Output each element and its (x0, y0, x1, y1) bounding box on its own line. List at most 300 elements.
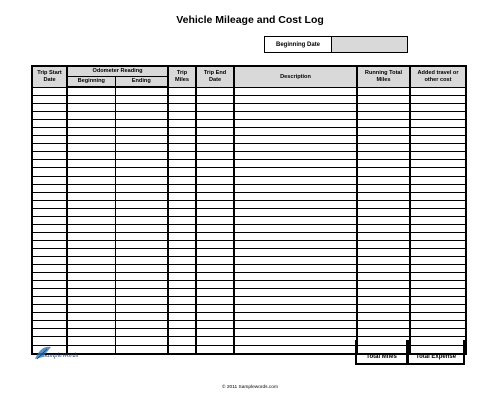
log-cell[interactable] (32, 200, 67, 208)
log-cell[interactable] (115, 297, 168, 305)
log-rows (32, 87, 466, 354)
log-cell[interactable] (32, 321, 67, 329)
log-cell[interactable] (115, 216, 168, 224)
header-odometer-beginning: Beginning (67, 77, 115, 88)
log-cell[interactable] (410, 144, 466, 152)
log-cell[interactable] (234, 240, 357, 248)
log-cell[interactable] (410, 232, 466, 240)
log-cell[interactable] (196, 329, 234, 337)
header-odometer-reading: Odometer Reading (67, 66, 168, 77)
log-cell[interactable] (168, 128, 196, 136)
log-row (32, 96, 466, 104)
log-row (32, 160, 466, 168)
log-cell[interactable] (168, 192, 196, 200)
log-cell[interactable] (168, 321, 196, 329)
log-cell[interactable] (357, 96, 410, 104)
log-row (32, 329, 466, 337)
log-cell[interactable] (196, 256, 234, 264)
log-cell[interactable] (67, 232, 115, 240)
log-cell[interactable] (32, 297, 67, 305)
log-cell[interactable] (67, 313, 115, 321)
page-title: Vehicle Mileage and Cost Log (176, 14, 324, 26)
log-cell[interactable] (168, 345, 196, 354)
log-cell[interactable] (410, 184, 466, 192)
log-cell[interactable] (67, 273, 115, 281)
log-cell[interactable] (234, 345, 357, 354)
log-cell[interactable] (67, 289, 115, 297)
log-cell[interactable] (410, 152, 466, 160)
log-cell[interactable] (168, 313, 196, 321)
log-cell[interactable] (234, 289, 357, 297)
log-cell[interactable] (115, 144, 168, 152)
log-cell[interactable] (410, 104, 466, 112)
beginning-date-label: Beginning Date (265, 37, 332, 52)
log-cell[interactable] (357, 192, 410, 200)
log-cell[interactable] (32, 256, 67, 264)
log-row (32, 281, 466, 289)
log-row (32, 305, 466, 313)
log-row (32, 176, 466, 184)
log-cell[interactable] (196, 160, 234, 168)
mileage-log-table (31, 65, 467, 355)
log-cell[interactable] (67, 240, 115, 248)
log-cell[interactable] (357, 305, 410, 313)
log-cell[interactable] (32, 273, 67, 281)
log-cell[interactable] (357, 200, 410, 208)
log-cell[interactable] (196, 321, 234, 329)
log-cell[interactable] (196, 136, 234, 144)
log-cell[interactable] (32, 176, 67, 184)
log-cell[interactable] (410, 192, 466, 200)
log-cell[interactable] (32, 128, 67, 136)
log-cell[interactable] (196, 200, 234, 208)
log-cell[interactable] (67, 168, 115, 176)
log-cell[interactable] (67, 96, 115, 104)
log-row (32, 224, 466, 232)
log-cell[interactable] (168, 273, 196, 281)
log-cell[interactable] (234, 184, 357, 192)
log-cell[interactable] (234, 313, 357, 321)
copyright-footer: © 2011 Samplewords.com (222, 385, 278, 390)
log-cell[interactable] (196, 289, 234, 297)
log-cell[interactable] (196, 240, 234, 248)
log-cell[interactable] (410, 329, 466, 337)
log-cell[interactable] (168, 104, 196, 112)
log-cell[interactable] (234, 192, 357, 200)
log-cell[interactable] (357, 120, 410, 128)
log-cell[interactable] (410, 313, 466, 321)
log-cell[interactable] (357, 281, 410, 289)
log-cell[interactable] (357, 321, 410, 329)
log-cell[interactable] (357, 176, 410, 184)
log-cell[interactable] (196, 144, 234, 152)
log-cell[interactable] (196, 265, 234, 273)
log-cell[interactable] (357, 144, 410, 152)
log-cell[interactable] (234, 329, 357, 337)
log-cell[interactable] (357, 184, 410, 192)
log-row (32, 240, 466, 248)
log-row (32, 168, 466, 176)
log-cell[interactable] (357, 289, 410, 297)
log-cell[interactable] (234, 305, 357, 313)
log-cell[interactable] (357, 104, 410, 112)
log-cell[interactable] (168, 200, 196, 208)
log-cell[interactable] (196, 313, 234, 321)
log-cell[interactable] (115, 112, 168, 120)
log-cell[interactable] (357, 240, 410, 248)
header-trip-start-date: Trip Start Date (32, 66, 67, 87)
log-cell[interactable] (196, 248, 234, 256)
log-cell[interactable] (196, 345, 234, 354)
log-cell[interactable] (410, 208, 466, 216)
log-cell[interactable] (234, 144, 357, 152)
header-odometer-ending: Ending (115, 77, 168, 88)
log-cell[interactable] (115, 160, 168, 168)
log-cell[interactable] (67, 144, 115, 152)
log-cell[interactable] (357, 329, 410, 337)
log-cell[interactable] (234, 104, 357, 112)
log-row (32, 120, 466, 128)
log-row (32, 104, 466, 112)
log-cell[interactable] (357, 313, 410, 321)
log-cell[interactable] (410, 136, 466, 144)
beginning-date-box (264, 36, 408, 53)
log-cell[interactable] (234, 297, 357, 305)
log-cell[interactable] (67, 152, 115, 160)
log-cell[interactable] (234, 112, 357, 120)
log-cell[interactable] (115, 224, 168, 232)
log-row (32, 248, 466, 256)
log-cell[interactable] (234, 248, 357, 256)
log-cell[interactable] (67, 128, 115, 136)
log-cell[interactable] (196, 87, 234, 96)
log-cell[interactable] (357, 168, 410, 176)
log-cell[interactable] (115, 120, 168, 128)
log-cell[interactable] (410, 216, 466, 224)
log-cell[interactable] (115, 289, 168, 297)
log-cell[interactable] (168, 176, 196, 184)
log-cell[interactable] (196, 184, 234, 192)
log-cell[interactable] (115, 265, 168, 273)
log-cell[interactable] (168, 152, 196, 160)
log-cell[interactable] (234, 337, 357, 345)
log-cell[interactable] (32, 232, 67, 240)
log-cell[interactable] (168, 160, 196, 168)
log-cell[interactable] (196, 305, 234, 313)
log-cell[interactable] (115, 329, 168, 337)
header-added-travel-cost: Added travel or other cost (410, 66, 466, 87)
log-cell[interactable] (168, 144, 196, 152)
log-cell[interactable] (357, 224, 410, 232)
log-cell[interactable] (32, 104, 67, 112)
log-cell[interactable] (67, 120, 115, 128)
log-cell[interactable] (32, 289, 67, 297)
log-cell[interactable] (168, 240, 196, 248)
log-cell[interactable] (168, 265, 196, 273)
log-cell[interactable] (168, 87, 196, 96)
log-cell[interactable] (115, 208, 168, 216)
log-cell[interactable] (32, 192, 67, 200)
log-cell[interactable] (168, 232, 196, 240)
log-cell[interactable] (196, 168, 234, 176)
log-cell[interactable] (168, 256, 196, 264)
log-cell[interactable] (196, 208, 234, 216)
log-cell[interactable] (168, 289, 196, 297)
log-cell[interactable] (410, 305, 466, 313)
header-description: Description (234, 66, 357, 87)
log-cell[interactable] (115, 200, 168, 208)
log-cell[interactable] (115, 273, 168, 281)
log-cell[interactable] (32, 160, 67, 168)
log-cell[interactable] (168, 216, 196, 224)
log-cell[interactable] (67, 208, 115, 216)
log-cell[interactable] (32, 265, 67, 273)
header-trip-miles: Trip Miles (168, 66, 196, 87)
log-cell[interactable] (67, 104, 115, 112)
log-cell[interactable] (115, 337, 168, 345)
total-miles-cell[interactable]: Total Miles (355, 340, 408, 365)
log-cell[interactable] (32, 87, 67, 96)
log-cell[interactable] (234, 152, 357, 160)
log-cell[interactable] (410, 248, 466, 256)
log-cell[interactable] (410, 240, 466, 248)
header-trip-end-date: Trip End Date (196, 66, 234, 87)
log-cell[interactable] (32, 329, 67, 337)
log-cell[interactable] (115, 248, 168, 256)
log-cell[interactable] (357, 160, 410, 168)
log-cell[interactable] (67, 192, 115, 200)
log-cell[interactable] (234, 321, 357, 329)
log-cell[interactable] (410, 168, 466, 176)
log-cell[interactable] (67, 160, 115, 168)
log-cell[interactable] (168, 297, 196, 305)
log-cell[interactable] (234, 232, 357, 240)
log-cell[interactable] (410, 273, 466, 281)
log-cell[interactable] (168, 184, 196, 192)
log-cell[interactable] (234, 256, 357, 264)
log-cell[interactable] (196, 273, 234, 281)
log-cell[interactable] (357, 256, 410, 264)
log-cell[interactable] (115, 128, 168, 136)
log-cell[interactable] (115, 313, 168, 321)
beginning-date-field[interactable] (332, 37, 407, 52)
log-cell[interactable] (32, 305, 67, 313)
log-cell[interactable] (357, 265, 410, 273)
header-running-total-miles: Running Total Miles (357, 66, 410, 87)
log-cell[interactable] (168, 281, 196, 289)
log-cell[interactable] (67, 184, 115, 192)
log-cell[interactable] (32, 120, 67, 128)
log-cell[interactable] (196, 232, 234, 240)
log-cell[interactable] (32, 281, 67, 289)
log-cell[interactable] (196, 120, 234, 128)
log-cell[interactable] (196, 96, 234, 104)
log-cell[interactable] (115, 136, 168, 144)
log-cell[interactable] (32, 152, 67, 160)
log-cell[interactable] (410, 265, 466, 273)
log-cell[interactable] (67, 281, 115, 289)
log-cell[interactable] (168, 136, 196, 144)
log-cell[interactable] (357, 87, 410, 96)
log-row (32, 256, 466, 264)
log-cell[interactable] (115, 192, 168, 200)
log-cell[interactable] (410, 87, 466, 96)
log-cell[interactable] (32, 168, 67, 176)
log-row (32, 144, 466, 152)
log-cell[interactable] (67, 176, 115, 184)
log-cell[interactable] (168, 112, 196, 120)
log-cell[interactable] (168, 305, 196, 313)
log-cell[interactable] (234, 281, 357, 289)
log-cell[interactable] (115, 256, 168, 264)
log-row (32, 136, 466, 144)
log-cell[interactable] (115, 87, 168, 96)
log-row (32, 289, 466, 297)
log-cell[interactable] (357, 216, 410, 224)
log-cell[interactable] (67, 248, 115, 256)
log-cell[interactable] (115, 96, 168, 104)
log-cell[interactable] (32, 136, 67, 144)
log-cell[interactable] (115, 321, 168, 329)
log-cell[interactable] (168, 96, 196, 104)
log-cell[interactable] (32, 144, 67, 152)
log-cell[interactable] (168, 224, 196, 232)
log-row (32, 208, 466, 216)
log-cell[interactable] (196, 152, 234, 160)
log-cell[interactable] (234, 216, 357, 224)
log-cell[interactable] (32, 96, 67, 104)
log-cell[interactable] (357, 136, 410, 144)
log-row (32, 184, 466, 192)
log-cell[interactable] (32, 112, 67, 120)
log-cell[interactable] (115, 305, 168, 313)
log-cell[interactable] (196, 337, 234, 345)
log-cell[interactable] (67, 200, 115, 208)
log-cell[interactable] (168, 208, 196, 216)
log-cell[interactable] (32, 208, 67, 216)
log-cell[interactable] (410, 96, 466, 104)
log-cell[interactable] (115, 240, 168, 248)
log-cell[interactable] (115, 232, 168, 240)
log-cell[interactable] (115, 184, 168, 192)
log-cell[interactable] (357, 112, 410, 120)
log-cell[interactable] (234, 120, 357, 128)
log-cell[interactable] (32, 224, 67, 232)
log-cell[interactable] (32, 240, 67, 248)
log-cell[interactable] (196, 176, 234, 184)
log-cell[interactable] (234, 136, 357, 144)
log-cell[interactable] (67, 305, 115, 313)
log-cell[interactable] (115, 176, 168, 184)
log-cell[interactable] (357, 152, 410, 160)
log-cell[interactable] (196, 297, 234, 305)
log-cell[interactable] (234, 224, 357, 232)
log-cell[interactable] (234, 160, 357, 168)
log-cell[interactable] (32, 248, 67, 256)
log-row (32, 200, 466, 208)
log-row (32, 192, 466, 200)
log-row (32, 321, 466, 329)
log-cell[interactable] (168, 337, 196, 345)
log-cell[interactable] (357, 297, 410, 305)
log-cell[interactable] (410, 289, 466, 297)
log-cell[interactable] (115, 168, 168, 176)
log-cell[interactable] (357, 248, 410, 256)
log-cell[interactable] (115, 345, 168, 354)
log-cell[interactable] (67, 329, 115, 337)
log-cell[interactable] (115, 104, 168, 112)
log-row (32, 265, 466, 273)
log-cell[interactable] (196, 112, 234, 120)
log-cell[interactable] (410, 112, 466, 120)
log-cell[interactable] (32, 216, 67, 224)
log-cell[interactable] (410, 297, 466, 305)
log-cell[interactable] (196, 281, 234, 289)
log-cell[interactable] (67, 216, 115, 224)
log-cell[interactable] (67, 256, 115, 264)
log-cell[interactable] (410, 256, 466, 264)
log-cell[interactable] (67, 297, 115, 305)
log-cell[interactable] (32, 313, 67, 321)
log-cell[interactable] (67, 112, 115, 120)
log-cell[interactable] (196, 216, 234, 224)
total-expense-cell[interactable]: Total Expense (408, 340, 465, 365)
log-cell[interactable] (410, 128, 466, 136)
log-cell[interactable] (234, 168, 357, 176)
log-cell[interactable] (410, 200, 466, 208)
log-cell[interactable] (357, 273, 410, 281)
log-cell[interactable] (410, 160, 466, 168)
log-cell[interactable] (357, 232, 410, 240)
log-cell[interactable] (234, 273, 357, 281)
log-cell[interactable] (196, 224, 234, 232)
log-cell[interactable] (410, 281, 466, 289)
log-cell[interactable] (168, 248, 196, 256)
log-row (32, 216, 466, 224)
log-row (32, 128, 466, 136)
log-cell[interactable] (115, 281, 168, 289)
log-cell[interactable] (234, 96, 357, 104)
log-cell[interactable] (67, 87, 115, 96)
log-cell[interactable] (410, 176, 466, 184)
log-cell[interactable] (234, 200, 357, 208)
log-cell[interactable] (234, 128, 357, 136)
log-cell[interactable] (234, 176, 357, 184)
log-cell[interactable] (67, 265, 115, 273)
log-row (32, 297, 466, 305)
log-cell[interactable] (67, 224, 115, 232)
log-cell[interactable] (67, 321, 115, 329)
log-cell[interactable] (234, 87, 357, 96)
log-cell[interactable] (67, 136, 115, 144)
log-cell[interactable] (410, 224, 466, 232)
log-cell[interactable] (168, 168, 196, 176)
log-cell[interactable] (168, 120, 196, 128)
log-cell[interactable] (168, 329, 196, 337)
log-cell[interactable] (196, 192, 234, 200)
log-cell[interactable] (357, 208, 410, 216)
log-cell[interactable] (115, 152, 168, 160)
log-cell[interactable] (196, 128, 234, 136)
log-cell[interactable] (410, 321, 466, 329)
log-cell[interactable] (196, 104, 234, 112)
log-cell[interactable] (32, 184, 67, 192)
log-cell[interactable] (410, 120, 466, 128)
log-cell[interactable] (234, 208, 357, 216)
log-row (32, 273, 466, 281)
log-cell[interactable] (234, 265, 357, 273)
log-cell[interactable] (357, 128, 410, 136)
